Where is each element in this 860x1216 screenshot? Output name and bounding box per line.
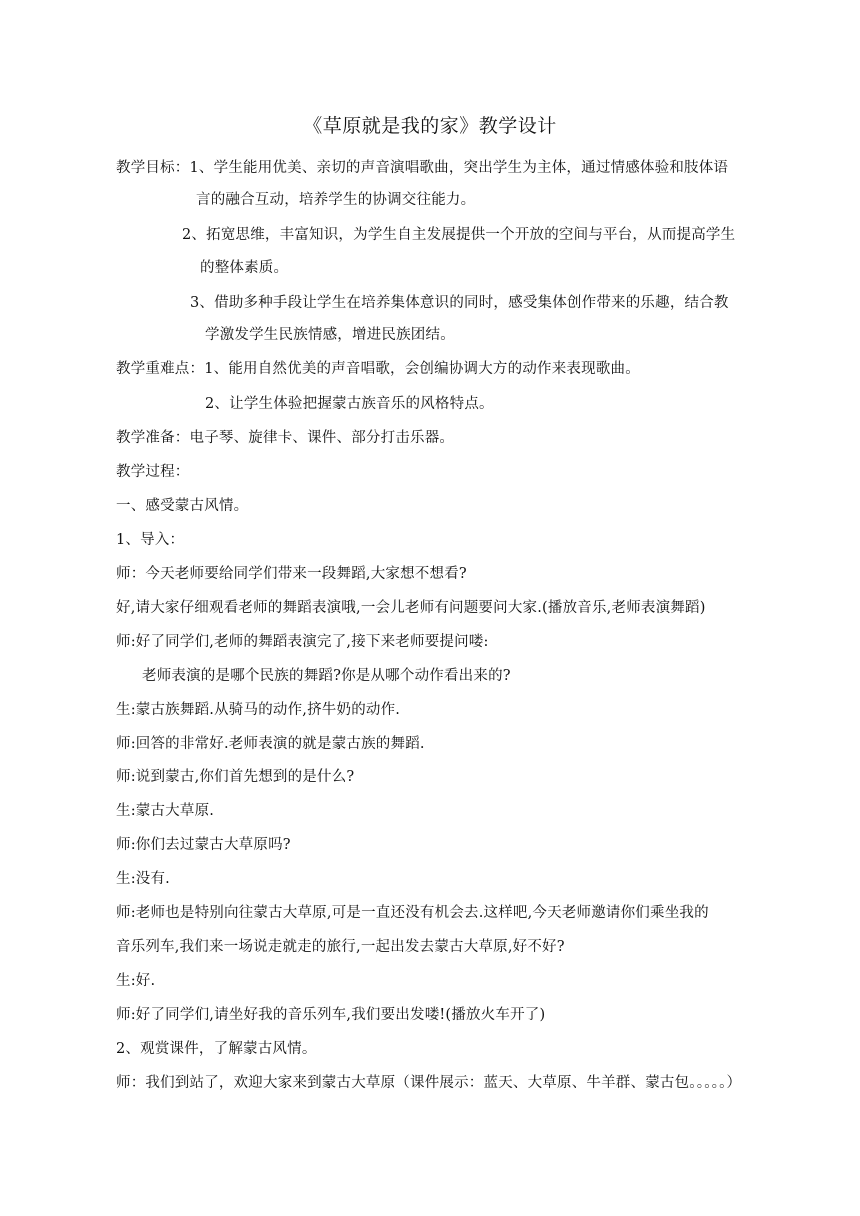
dialogue-line: 师:好了同学们,请坐好我的音乐列车,我们要出发喽!(播放火车开了)	[116, 1007, 546, 1023]
objective-2-line-2: 的整体素质。	[200, 260, 289, 276]
objectives-line-1	[116, 158, 728, 178]
key-point-2: 2、让学生体验把握蒙古族音乐的风格特点。	[205, 396, 494, 412]
objective-1-line-2: 言的融合互动，培养学生的协调交往能力。	[196, 192, 476, 208]
dialogue-line: 音乐列车,我们来一场说走就走的旅行,一起出发去蒙古大草原,好不好?	[116, 939, 565, 955]
dialogue-line: 老师表演的是哪个民族的舞蹈?你是从哪个动作看出来的?	[142, 668, 511, 684]
dialogue-line: 生:好.	[116, 973, 156, 989]
dialogue-line: 师:说到蒙古,你们首先想到的是什么?	[116, 769, 355, 785]
key-point-1: 1、能用自然优美的声音唱歌，会创编协调大方的动作来表现歌曲。	[204, 361, 640, 377]
dialogue-line: 生:蒙古大草原.	[116, 803, 215, 819]
key-points-label: 教学重难点：	[116, 361, 205, 377]
objective-1-line-1: 1、学生能用优美、亲切的声音演唱歌曲，突出学生为主体，通过情感体验和肢体语	[189, 160, 729, 176]
document-title: 《草原就是我的家》教学设计	[303, 115, 557, 137]
preparation-line: 教学准备：电子琴、旋律卡、课件、部分打击乐器。	[116, 430, 455, 446]
dialogue-line: 生:蒙古族舞蹈.从骑马的动作,挤牛奶的动作.	[116, 702, 401, 718]
key-points-line-1	[116, 359, 640, 379]
objective-2-line-1: 2、拓宽思维，丰富知识，为学生自主发展提供一个开放的空间与平台，从而提高学生	[182, 227, 736, 243]
dialogue-line: 师：今天老师要给同学们带来一段舞蹈,大家想不想看?	[116, 566, 467, 582]
dialogue-line: 生:没有.	[116, 871, 170, 887]
dialogue-line: 师:老师也是特别向往蒙古大草原,可是一直还没有机会去.这样吧,今天老师邀请你们乘坐我的	[116, 905, 709, 921]
dialogue-line: 师:回答的非常好.老师表演的就是蒙古族的舞蹈.	[116, 736, 425, 752]
step-1-heading: 1、导入：	[116, 532, 185, 548]
section-1-heading: 一、感受蒙古风情。	[116, 498, 249, 514]
dialogue-line: 师:好了同学们,老师的舞蹈表演完了,接下来老师要提问喽:	[116, 634, 489, 650]
objectives-label: 教学目标：	[116, 160, 190, 176]
dialogue-line-last: 师：我们到站了，欢迎大家来到蒙古大草原（课件展示：蓝天、大草原、牛羊群、蒙古包。。。。。）	[116, 1075, 742, 1091]
dialogue-line: 师:你们去过蒙古大草原吗?	[116, 837, 291, 853]
objective-3-line-1: 3、借助多种手段让学生在培养集体意识的同时，感受集体创作带来的乐趣，结合教	[190, 295, 729, 311]
dialogue-line: 好,请大家仔细观看老师的舞蹈表演哦,一会儿老师有问题要问大家.(播放音乐,老师表演舞蹈)	[116, 600, 706, 616]
process-heading: 教学过程：	[116, 464, 190, 480]
objective-3-line-2: 学激发学生民族情感，增进民族团结。	[205, 327, 455, 343]
step-2-heading: 2、观赏课件，了解蒙古风情。	[116, 1041, 317, 1057]
